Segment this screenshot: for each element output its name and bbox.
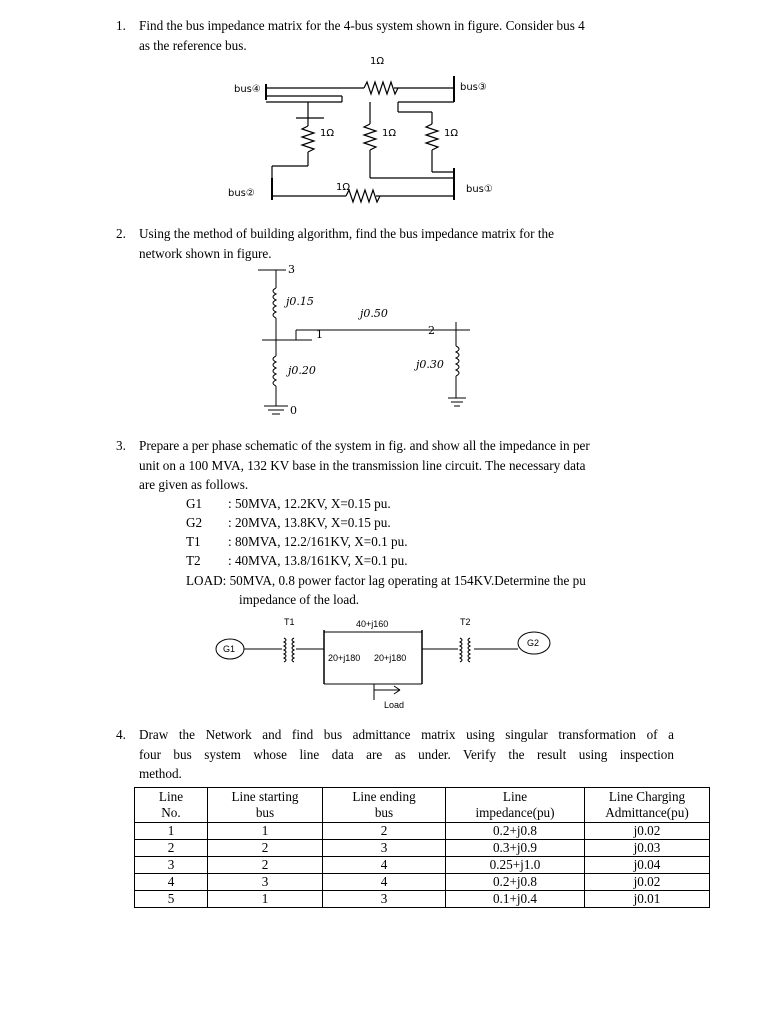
table-row: 5 1 3 0.1+j0.4 j0.01 xyxy=(135,891,710,908)
question-number: 1. xyxy=(116,18,126,33)
top-impedance-label: 1Ω xyxy=(370,56,385,67)
header-admittance: Line Charging Admittance(pu) xyxy=(585,788,710,823)
question-text-line: Find the bus impedance matrix for the 4-bus system shown in figure. Consider bus 4 xyxy=(139,18,585,33)
four-bus-diagram xyxy=(0,52,768,212)
question-1 xyxy=(116,16,676,55)
table-row: 4 3 4 0.2+j0.8 j0.02 xyxy=(135,874,710,891)
question-text-line: Draw the Network and find bus admittance matrix using singular transformation of a xyxy=(139,727,674,742)
node-1-label: 1 xyxy=(316,328,323,341)
table-row: 3 2 4 0.25+j1.0 j0.04 xyxy=(135,857,710,874)
bus3-label: bus③ xyxy=(460,82,487,93)
table-row: 1 1 2 0.2+j0.8 j0.02 xyxy=(135,823,710,840)
header-end-bus: Line ending bus xyxy=(323,788,446,823)
g1-label: G1 xyxy=(223,644,236,654)
data-g2: G2 : 20MVA, 13.8KV, X=0.15 pu. xyxy=(186,515,391,530)
data-t2: T2 : 40MVA, 13.8/161KV, X=0.1 pu. xyxy=(186,553,408,568)
data-load-cont: impedance of the load. xyxy=(239,592,360,607)
question-text-line: method. xyxy=(139,766,182,781)
t1-label: T1 xyxy=(284,617,295,627)
data-load: LOAD: 50MVA, 0.8 power factor lag operating at 154KV.Determine the pu xyxy=(186,573,586,588)
z31-label: j0.15 xyxy=(286,295,314,308)
header-impedance: Line impedance(pu) xyxy=(446,788,585,823)
load-label: Load xyxy=(384,700,405,710)
header-line-no: Line No. xyxy=(135,788,208,823)
question-text-line: are given as follows. xyxy=(139,477,249,492)
per-phase-schematic xyxy=(0,612,768,712)
t2-label: T2 xyxy=(460,617,471,627)
data-g1: G1 : 50MVA, 12.2KV, X=0.15 pu. xyxy=(186,496,391,511)
question-text-line: unit on a 100 MVA, 132 KV base in the transmission line circuit. The necessary data xyxy=(139,457,586,473)
question-number: 4. xyxy=(116,727,126,742)
shunt-left-label: 20+j180 xyxy=(328,653,361,663)
question-3 xyxy=(116,436,676,495)
question-number: 3. xyxy=(116,438,126,453)
node-0-label: 0 xyxy=(290,404,297,417)
node-3-label: 3 xyxy=(288,263,295,276)
right-impedance-label: 1Ω xyxy=(444,128,459,139)
bottom-impedance-label: 1Ω xyxy=(336,182,351,193)
question-number: 2. xyxy=(116,226,126,241)
bus4-label: bus④ xyxy=(234,84,261,95)
question-text-line: Prepare a per phase schematic of the system in fig. and show all the impedance in per xyxy=(139,438,590,453)
question-text-line: Using the method of building algorithm, find the bus impedance matrix for the xyxy=(139,226,554,241)
node-2-label: 2 xyxy=(428,324,435,337)
table-row: 2 2 3 0.3+j0.9 j0.03 xyxy=(135,840,710,857)
shunt-right-label: 20+j180 xyxy=(374,653,407,663)
g2-label: G2 xyxy=(527,638,540,648)
question-text-line: as the reference bus. xyxy=(139,37,247,53)
bus2-label: bus② xyxy=(228,188,255,199)
table-header-row xyxy=(135,788,710,823)
bus1-label: bus① xyxy=(466,184,493,195)
z20-label: j0.30 xyxy=(416,358,444,371)
z12-label: j0.50 xyxy=(360,307,388,320)
question-text-line: network shown in figure. xyxy=(139,245,272,261)
building-algorithm-network xyxy=(0,258,768,418)
series-impedance-label: 40+j160 xyxy=(356,619,389,629)
data-t1: T1 : 80MVA, 12.2/161KV, X=0.1 pu. xyxy=(186,534,408,549)
question-text-line: four bus system whose line data are as under. Verify the result using inspection xyxy=(139,746,674,762)
middle-impedance-label: 1Ω xyxy=(382,128,397,139)
question-4 xyxy=(116,725,674,784)
left-impedance-label: 1Ω xyxy=(320,128,335,139)
z10-label: j0.20 xyxy=(288,364,316,377)
header-start-bus: Line starting bus xyxy=(208,788,323,823)
line-data-table xyxy=(134,787,710,908)
